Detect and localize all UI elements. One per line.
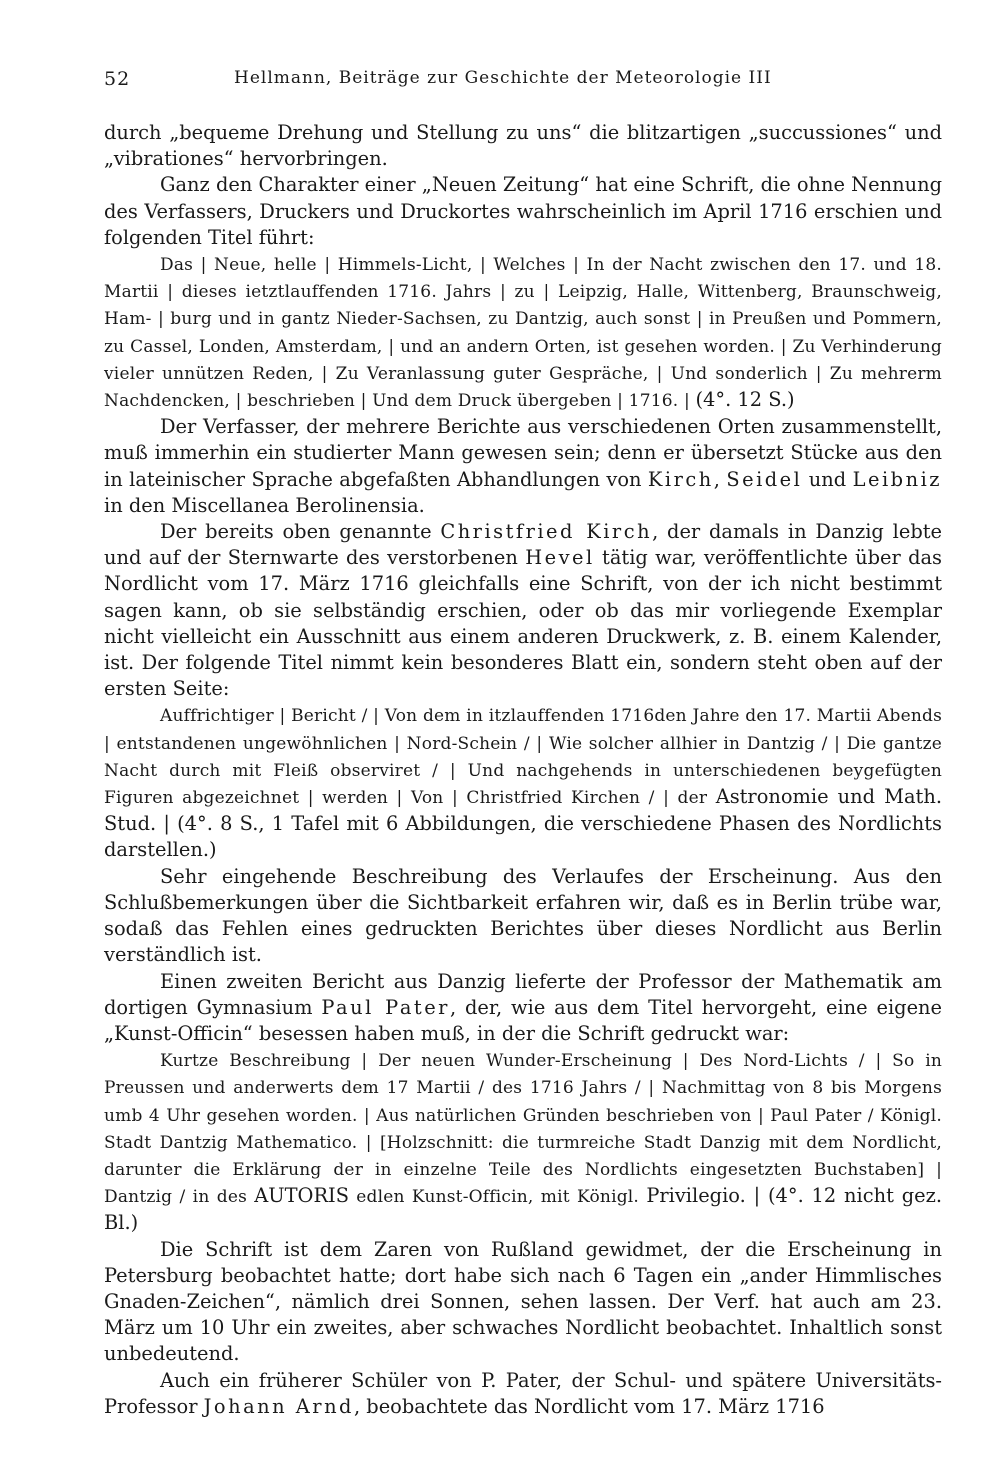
- text-run: und: [802, 467, 853, 491]
- text-run: , beobachtete das Nordlicht vom 17. März 1716: [353, 1394, 825, 1418]
- text-run: Der bereits oben genannte: [160, 520, 441, 544]
- text-run: , der, wie aus dem Titel hervorgeht, eine eigene „Kunst-Officin“ besessen haben muß, in der die Schrift gedruckt war:: [104, 995, 943, 1045]
- body-text: [104, 120, 942, 1420]
- paragraph: [104, 251, 942, 414]
- paragraph: [104, 1368, 942, 1420]
- paragraph: [104, 702, 942, 863]
- title-quotation: edlen Kunst-Officin, mit Königl.: [349, 1187, 647, 1208]
- paragraph: [104, 519, 942, 702]
- person-name: Seidel: [726, 467, 803, 491]
- paragraph: [104, 120, 942, 172]
- person-name: Kirch: [647, 467, 714, 491]
- text-run: ,: [713, 467, 727, 491]
- text-run: in den Miscellanea Berolinensia.: [104, 493, 425, 517]
- text-run: durch „bequeme Drehung und Stellung zu uns“ die blitzartigen „succussiones“ und „vibrationes“ hervorbringen.: [104, 121, 942, 171]
- page-number: 52: [104, 68, 131, 90]
- text-run: Auch ein früherer Schüler von P. Pater, der Schul- und spätere Universitäts-Professor: [104, 1368, 942, 1418]
- title-quotation: Das | Neue, helle | Himmels-Licht, | Welches | In der Nacht zwischen den 17. und 18. Martii | dieses ietztlauffenden 1716. Jahrs | zu | Leipzig, Halle, Wittenberg, Braunschweig, Ham- | burg und in gantz Nieder-Sachsen, zu Dantzig, auch sonst | in Preußen und Pommern, zu Cassel, Londen, Amsterdam, | und an andern Orten, ist gesehen worden. | Zu Verhinderung vieler unnützen Reden, | Zu Veranlassung guter Gespräche, | Und sonderlich | Zu mehrerm Nachdencken, | beschrieben | Und dem Druck übergeben | 1716. |: [104, 255, 942, 412]
- text-run: Die Schrift ist dem Zaren von Rußland gewidmet, der die Erscheinung in Petersburg beobachtet hatte; dort habe sich nach 6 Tagen ein „ander Himmlisches Gnaden-Zeichen“, nämlich drei Sonnen, sehen lassen. Der Verf. hat auch am 23. März um 10 Uhr ein zweites, aber schwaches Nordlicht beobachtet. Inhaltlich sonst unbedeutend.: [104, 1237, 942, 1366]
- text-run: (4°. 12 S.): [695, 388, 795, 412]
- text-run: Der Verfasser, der mehrere Berichte aus verschiedenen Orten zusammenstellt, muß immerhin ein studierter Mann gewesen sein; denn er übersetzt Stücke aus den in lateinischer Sprache abgefaßten Abhandlungen von: [104, 415, 942, 491]
- paragraph: [104, 864, 942, 969]
- text-run: Astronomie und Math. Stud. | (4°. 8 S., 1 Tafel mit 6 Abbildungen, die verschiedene Phasen des Nordlichts darstellen.): [104, 785, 942, 862]
- person-name: Leibniz: [852, 467, 942, 491]
- running-title: Hellmann, Beiträge zur Geschichte der Meteorologie III: [234, 68, 772, 88]
- text-run: Ganz den Charakter einer „Neuen Zeitung“ hat eine Schrift, die ohne Nennung des Verfassers, Druckers und Druckortes wahrscheinlich im April 1716 erschien und folgenden Titel führt:: [104, 173, 942, 249]
- text-run: AUTORIS: [254, 1184, 349, 1208]
- paragraph: [104, 1047, 942, 1236]
- paragraph: [104, 969, 942, 1048]
- person-name: Paul Pater: [321, 995, 450, 1019]
- text-run: Sehr eingehende Beschreibung des Verlaufes der Erscheinung. Aus den Schlußbemerkungen über die Sichtbarkeit erfahren wir, daß es in Berlin trübe war, sodaß das Fehlen eines gedruckten Berichtes über dieses Nordlicht aus Berlin verständlich ist.: [104, 864, 942, 967]
- paragraph: [104, 172, 942, 251]
- text-run: , der damals in Danzig lebte und auf der Sternwarte des verstorbenen: [104, 520, 942, 570]
- title-quotation: Kurtze Beschreibung | Der neuen Wunder-Erscheinung | Des Nord-Lichts / | So in Preussen und anderwerts dem 17 Martii / des 1716 Jahrs / | Nachmittag von 8 bis Morgens umb 4 Uhr gesehen worden. | Aus natürlichen Gründen beschrieben von | Paul Pater / Königl. Stadt Dantzig Mathematico. | [Holzschnitt: die turmreiche Stadt Danzig mit dem Nordlicht, darunter die Erklärung der in einzelne Teile des Nordlichts eingesetzten Buchstaben] | Dantzig / in des: [104, 1051, 942, 1208]
- paragraph: [104, 414, 942, 519]
- text-run: Einen zweiten Bericht aus Danzig lieferte der Professor der Mathematik am dortigen Gymnasium: [104, 969, 942, 1019]
- person-name: Christfried Kirch: [440, 520, 653, 544]
- person-name: Hevel: [525, 546, 595, 570]
- document-page: [104, 62, 942, 1420]
- person-name: Johann Arnd: [203, 1394, 354, 1418]
- text-run: Privilegio. | (4°. 12 nicht gez. Bl.): [104, 1184, 942, 1235]
- paragraph: [104, 1237, 942, 1368]
- page-header: [104, 62, 942, 92]
- title-quotation: Auffrichtiger | Bericht / | Von dem in itzlauffenden 1716den Jahre den 17. Martii Abends | entstandenen ungewöhnlichen | Nord-Schein / | Wie solcher allhier in Dantzig / | Die gantze Nacht durch mit Fleiß observiret / | Und nachgehends in unterschiedenen beygefügten Figuren abgezeichnet | werden | Von | Christfried Kirchen / | der: [104, 706, 942, 809]
- text-run: tätig war, veröffentlichte über das Nordlicht vom 17. März 1716 gleichfalls eine Schrift, von der ich nicht bestimmt sagen kann, ob sie selbständig erschien, oder ob das mir vorliegende Exemplar nicht vielleicht ein Ausschnitt aus einem anderen Druckwerk, z. B. einem Kalender, ist. Der folgende Titel nimmt kein besonderes Blatt ein, sondern steht oben auf der ersten Seite:: [104, 546, 942, 701]
